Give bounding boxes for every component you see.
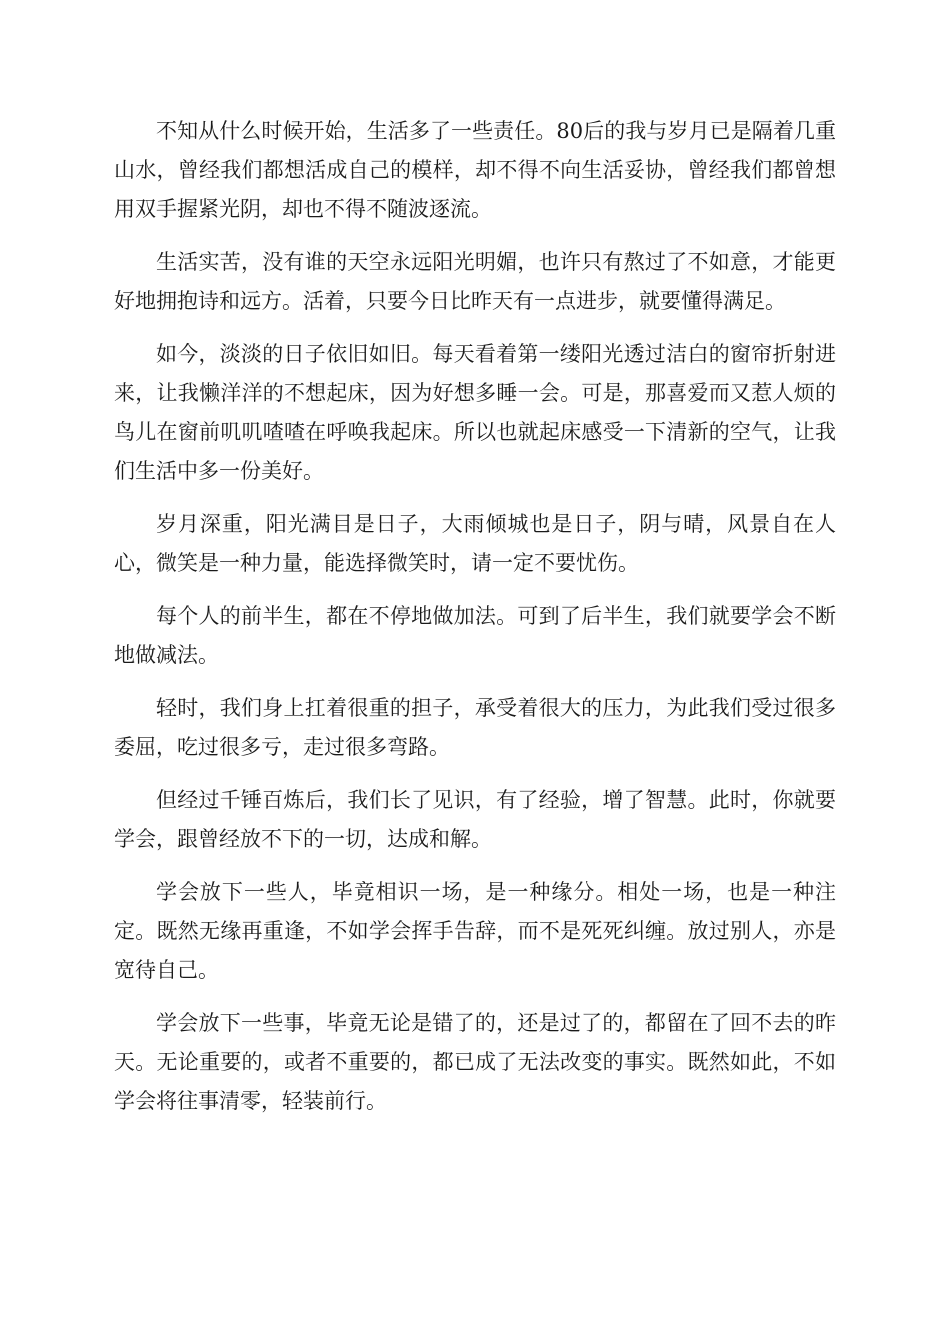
paragraph-8: 学会放下一些人，毕竟相识一场，是一种缘分。相处一场，也是一种注定。既然无缘再重逢，不如学会挥手告辞，而不是死死纠缠。放过别人，亦是宽待自己。 [114,880,836,982]
paragraph-9: 学会放下一些事，毕竟无论是错了的，还是过了的，都留在了回不去的昨天。无论重要的，或者不重要的，都已成了无法改变的事实。既然如此，不如学会将往事清零，轻装前行。 [114,1011,836,1113]
paragraph-6: 轻时，我们身上扛着很重的担子，承受着很大的压力，为此我们受过很多委屈，吃过很多亏，走过很多弯路。 [114,696,836,759]
document-body [114,112,836,1135]
paragraph-1: 不知从什么时候开始，生活多了一些责任。80后的我与岁月已是隔着几重山水，曾经我们都想活成自己的模样，却不得不向生活妥协，曾经我们都曾想用双手握紧光阴，却也不得不随波逐流。 [114,119,836,221]
paragraph-3: 如今，淡淡的日子依旧如旧。每天看着第一缕阳光透过洁白的窗帘折射进来，让我懒洋洋的不想起床，因为好想多睡一会。可是，那喜爱而又惹人烦的鸟儿在窗前叽叽喳喳在呼唤我起床。所以也就起床感受一下清新的空气，让我们生活中多一份美好。 [114,342,836,483]
paragraph-5: 每个人的前半生，都在不停地做加法。可到了后半生，我们就要学会不断地做减法。 [114,604,836,667]
paragraph-7: 但经过千锤百炼后，我们长了见识，有了经验，增了智慧。此时，你就要学会，跟曾经放不下的一切，达成和解。 [114,788,836,851]
paragraph-4: 岁月深重，阳光满目是日子，大雨倾城也是日子，阴与晴，风景自在人心，微笑是一种力量，能选择微笑时，请一定不要忧伤。 [114,512,836,575]
paragraph-2: 生活实苦，没有谁的天空永远阳光明媚，也许只有熬过了不如意，才能更好地拥抱诗和远方。活着，只要今日比昨天有一点进步，就要懂得满足。 [114,250,836,313]
